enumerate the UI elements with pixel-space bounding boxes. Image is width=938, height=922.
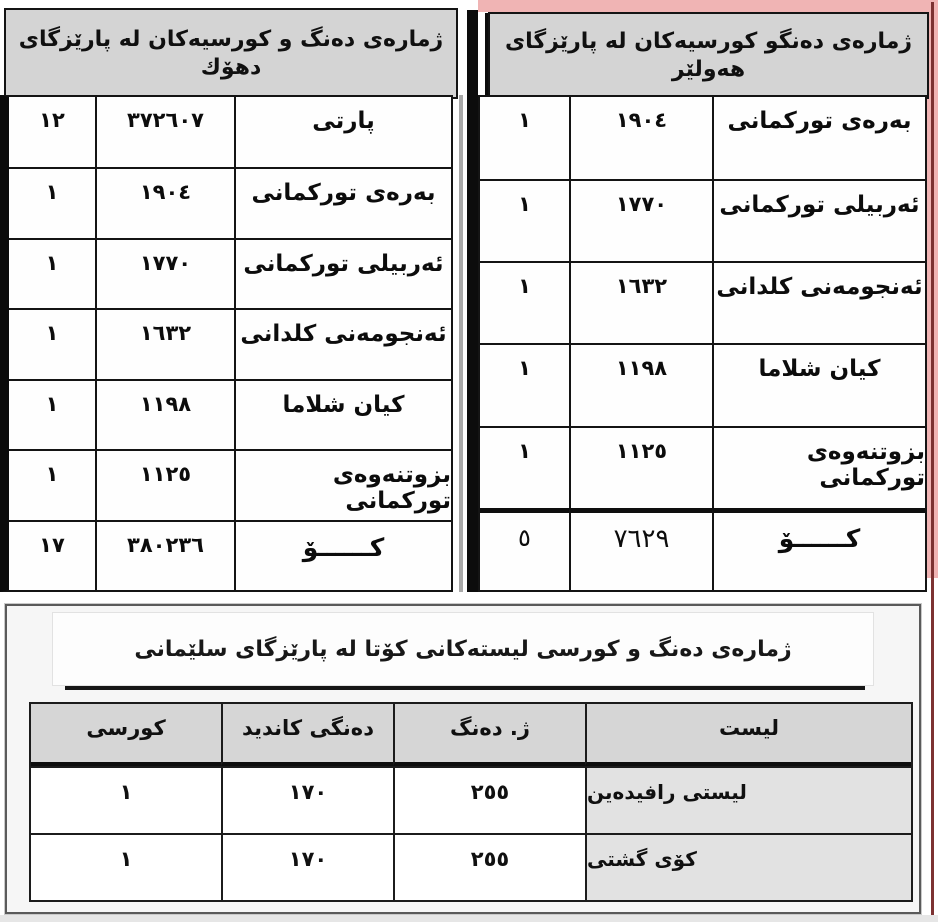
- total-votes-cell: ٧٦٢٩: [569, 508, 712, 590]
- list-name-cell: لیستی رافیده‌ین: [585, 766, 911, 833]
- sulaymaniyah-table-title: ژماره‌ی ده‌نگ و كورسی لیسته‌كانی كۆتا له پارێزگای سلێمانی: [52, 612, 874, 686]
- votes-cell: ١١٩٨: [569, 343, 712, 425]
- page-seam-black-bar: [467, 10, 478, 592]
- seats-cell: ١: [9, 449, 95, 519]
- votes-cell: ١٦٣٢: [569, 261, 712, 343]
- party-name-cell: كیان شلاما: [712, 343, 925, 425]
- party-name-cell: به‌ره‌ی توركمانی: [712, 97, 925, 179]
- party-name-cell: ئه‌نجومه‌نی كلدانی: [712, 261, 925, 343]
- seats-cell: ١: [480, 261, 569, 343]
- votes-cell: ١٩٠٤: [569, 97, 712, 179]
- candidate-votes-cell: ١٧٠: [221, 766, 393, 833]
- list-header-cell: لیست: [585, 704, 911, 766]
- sulaymaniyah-section: [5, 604, 921, 914]
- pink-border-top: [478, 0, 938, 12]
- party-name-cell: پارتی: [234, 97, 451, 167]
- erbil-table-title: ژماره‌ی ده‌نگو كورسیه‌كان له پارێزگای هه‌ولێر: [488, 12, 929, 99]
- seats-cell: ١: [9, 238, 95, 308]
- votes-cell: ١٧٧٠: [95, 238, 234, 308]
- votes-cell: ١١٩٨: [95, 379, 234, 449]
- seats-cell: ١: [480, 97, 569, 179]
- party-name-cell: ئه‌نجومه‌نی كلدانی: [234, 308, 451, 378]
- seats-cell: ١: [9, 167, 95, 237]
- total-votes-cell: ٣٨٠٢٣٦: [95, 520, 234, 590]
- party-name-cell: ئه‌ربیلی توركمانی: [712, 179, 925, 261]
- votes-cell: ١١٢٥: [569, 426, 712, 508]
- list-name-cell: كۆی گشتی: [585, 833, 911, 900]
- bottom-margin-strip: [0, 915, 938, 922]
- seats-cell: ١: [9, 308, 95, 378]
- seats-cell: ١: [480, 343, 569, 425]
- votes-cell: ٢٥٥: [393, 833, 585, 900]
- party-name-cell: بزوتنه‌وه‌ی توركمانی: [712, 426, 925, 508]
- erbil-table: [478, 95, 927, 592]
- seats-header-cell: كورسی: [31, 704, 221, 766]
- seats-cell: ١٢: [9, 97, 95, 167]
- candidate-votes-header-cell: ده‌نگی كاندید: [221, 704, 393, 766]
- seats-cell: ١: [31, 833, 221, 900]
- total-seats-cell: ١٧: [9, 520, 95, 590]
- seats-cell: ١: [9, 379, 95, 449]
- duhok-table-title: ژماره‌ی ده‌نگ و كورسیه‌كان له پارێزگای دهۆك: [4, 8, 458, 99]
- votes-cell: ١٧٧٠: [569, 179, 712, 261]
- votes-cell: ٢٥٥: [393, 766, 585, 833]
- sulaymaniyah-table: [29, 702, 913, 902]
- votes-cell: ١٩٠٤: [95, 167, 234, 237]
- votes-cell: ١٦٣٢: [95, 308, 234, 378]
- title-underline: [65, 686, 865, 690]
- votes-cell: ٣٧٢٦٠٧: [95, 97, 234, 167]
- seats-cell: ١: [480, 179, 569, 261]
- maroon-edge-line: [931, 2, 934, 922]
- total-label-cell: كــــــۆ: [712, 508, 925, 590]
- party-name-cell: بزوتنه‌وه‌ی توركمانی: [234, 449, 451, 519]
- party-name-cell: كیان شلاما: [234, 379, 451, 449]
- party-name-cell: به‌ره‌ی توركمانی: [234, 167, 451, 237]
- total-seats-cell: ٥: [480, 508, 569, 590]
- total-label-cell: كــــــۆ: [234, 520, 451, 590]
- duhok-table: [0, 95, 453, 592]
- party-name-cell: ئه‌ربیلی توركمانی: [234, 238, 451, 308]
- candidate-votes-cell: ١٧٠: [221, 833, 393, 900]
- votes-cell: ١١٢٥: [95, 449, 234, 519]
- page-seam-gray-line: [459, 95, 463, 592]
- votes-header-cell: ژ. ده‌نگ: [393, 704, 585, 766]
- seats-cell: ١: [31, 766, 221, 833]
- seats-cell: ١: [480, 426, 569, 508]
